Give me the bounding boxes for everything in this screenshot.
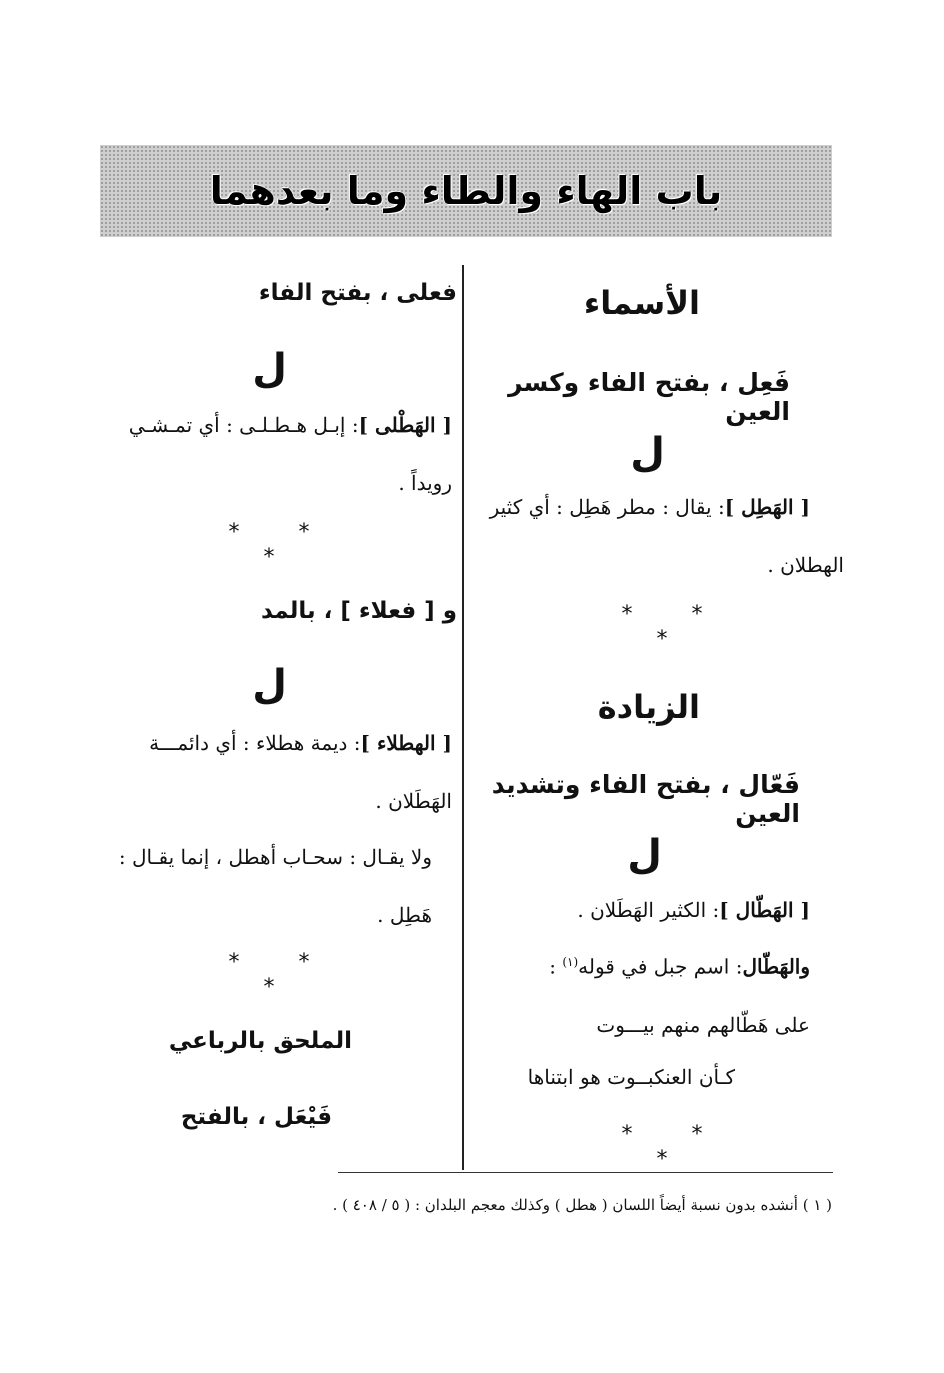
entry-hatil [470,478,844,594]
verse-line-2: كـأن العنكبــوت هو ابتناها [527,1065,735,1089]
entry-hatlaa [100,714,452,830]
separator-stars: * * * [621,602,729,652]
entry-text: : ديمة هطلاء : أي دائمـــة [149,731,361,755]
letter-heading: ل [627,832,662,878]
entry-text: : الكثير الهَطَلان . [577,898,720,922]
letter-heading: ل [252,662,287,708]
letter-heading: ل [630,430,665,476]
separator-stars: * * * [621,1122,729,1172]
heading-ziyada: الزيادة [597,688,700,726]
footnote-rule [338,1172,833,1173]
letter-heading: ل [252,346,287,392]
form-heading: فَعّال ، بفتح الفاء وتشديد العين [491,770,800,828]
column-divider [462,265,464,1170]
entry-term: [ الهطلاء ] [360,731,452,755]
entry-term: والهَطّال [742,954,810,979]
entry-text-continued: رويداً . [398,471,452,495]
form-heading: فَعِل ، بفتح الفاء وكسر العين [508,368,790,426]
form-heading: فعلى ، بفتح الفاء [258,280,457,306]
form-heading: و [ فعلاء ] ، بالمد [261,598,457,624]
entry-text: : إبـل هـطـلـى : أي تمـشـي [128,413,359,437]
entry-text: ولا يقـال : سحـاب أهطل ، إنما يقـال : [118,845,432,869]
entry-hatla [100,396,452,512]
entry-colon: : [549,954,556,979]
entry-term: [ الهَطْلى ] [358,413,452,437]
chapter-banner [100,145,832,237]
entry-term: [ الهَطِل ] [724,495,810,519]
entry-text-continued: الهطلان . [767,553,844,577]
chapter-title: باب الهاء والطاء وما بعدهما [209,169,723,213]
entry-text-continued: هَطِل . [377,903,432,927]
footnote: ( ١ ) أنشده بدون نسبة أيضاً اللسان ( هطل ) وكذلك معجم البلدان : ( ٥ / ٤٠٨ ) . [332,1196,832,1214]
entry-note [95,828,432,944]
form-heading: فَيْعَل ، بالفتح [180,1104,332,1130]
footnote-marker: (١) [562,955,579,969]
heading-mulhaq: الملحق بالرباعي [168,1028,352,1054]
entry-hattal [510,884,810,993]
separator-stars: * * * [228,950,336,1000]
entry-text: : اسم جبل في قوله [578,954,743,979]
verse-line-1: على هَطّالهم منهم بيـــوت [596,1013,810,1037]
entry-text-continued: الهَطَلان . [375,789,452,813]
heading-asmaa: الأسماء [583,284,700,322]
separator-stars: * * * [228,520,336,570]
entry-term: [ الهَطّال ] [719,898,810,922]
entry-text: : يقال : مطر هَطِل : أي كثير [489,495,725,519]
